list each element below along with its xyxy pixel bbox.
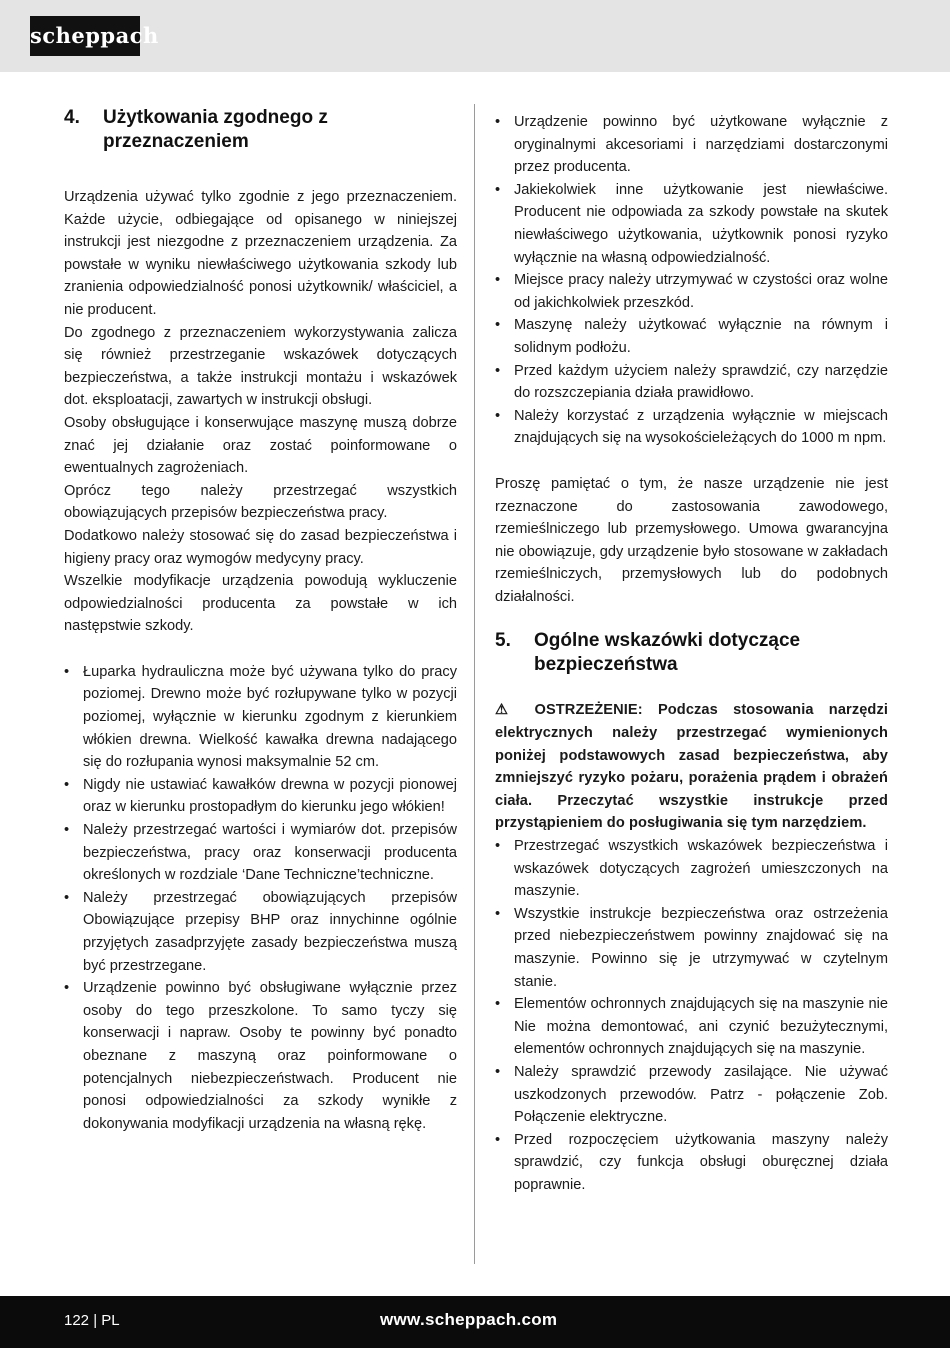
paragraph: Oprócz tego należy przestrzegać wszystkich obowiązujących przepisów bezpieczeństwa pracy. — [64, 482, 457, 522]
section-number: 5. — [495, 630, 511, 652]
list-item: • Należy przestrzegać wartości i wymiarów dot. przepisów bezpieczeństwa, pracy oraz konserwacji producenta określonych w rozdziale ‘Dane Techniczne’techniczne. — [64, 819, 457, 887]
paragraph: Osoby obsługujące i konserwujące maszynę muszą dobrze znać jej działanie oraz zostać poinformowane o ewentualnych zagrożeniach. — [64, 414, 457, 477]
header-band — [0, 0, 950, 72]
paragraph: Do zgodnego z przeznaczeniem wykorzystywania zalicza się również przestrzeganie wskazówek dotyczących bezpieczeństwa, a także instrukcji montażu i wskazówek dot. eksploatacji, zawartych w instrukcji obsługi. — [64, 324, 457, 409]
paragraph: Dodatkowo należy stosować się do zasad bezpieczeństwa i higieny pracy oraz wymogów medycyny pracy. — [64, 527, 457, 567]
paragraph: Wszelkie modyfikacje urządzenia powodują wykluczenie odpowiedzialności producenta za powstałe w ich następstwie szkody. — [64, 573, 457, 635]
footer-bar — [0, 1296, 950, 1348]
right-column — [495, 111, 888, 1197]
bullet-list — [495, 111, 888, 450]
bullet-list — [64, 661, 457, 1135]
list-item: • Jakiekolwiek inne użytkowanie jest niewłaściwe. Producent nie odpowiada za szkody powstałe na skutek niewłaściwego użytkowania, użytkownik ponosi ryzyko wyłącznie na własną odpowiedzialność. — [495, 179, 888, 269]
list-item: • Należy sprawdzić przewody zasilające. Nie używać uszkodzonych przewodów. Patrz - połączenie Zob. Połączenie elektryczne. — [495, 1061, 888, 1129]
section-number: 4. — [64, 107, 80, 128]
section-title: Użytkowania zgodnego z przeznaczeniem — [103, 107, 328, 152]
list-item: • Urządzenie powinno być użytkowane wyłącznie z oryginalnymi akcesoriami i narzędziami dostarczonymi przez producenta. — [495, 111, 888, 179]
page-number: 122 | PL — [64, 1312, 120, 1329]
left-column — [64, 106, 457, 1135]
list-item: • Elementów ochronnych znajdujących się na maszynie nie Nie można demontować, ani czynić bezużytecznymi, elementów ochronnych znajdujących się na maszynie. — [495, 993, 888, 1061]
list-item: • Należy przestrzegać obowiązujących przepisów Obowiązujące przepisy BHP oraz innychinne ogólnie przyjętych zasadprzyjęte zasady bezpieczeństwa muszą być przestrzegane. — [64, 887, 457, 977]
list-item: • Miejsce pracy należy utrzymywać w czystości oraz wolne od jakichkolwiek przeszkód. — [495, 269, 888, 314]
section-4-heading — [64, 106, 457, 153]
list-item: • Wszystkie instrukcje bezpieczeństwa oraz ostrzeżenia przed niebezpieczeństwem powinny znajdować się na maszynie. Powinno się je utrzymywać w czytelnym stanie. — [495, 903, 888, 993]
warning-block — [495, 699, 888, 835]
list-item: • Maszynę należy użytkować wyłącznie na równym i solidnym podłożu. — [495, 314, 888, 359]
bullet-list — [495, 835, 888, 1197]
list-item: • Przestrzegać wszystkich wskazówek bezpieczeństwa i wskazówek dotyczących zagrożeń umieszczonych na maszynie. — [495, 835, 888, 903]
list-item: • Przed każdym użyciem należy sprawdzić, czy narzędzie do rozszczepiania działa prawidłowo. — [495, 360, 888, 405]
section-title: Ogólne wskazówki dotyczące bezpieczeństwa — [534, 630, 801, 675]
list-item: • Należy korzystać z urządzenia wyłącznie w miejscach znajdujących się na wysokościeleżących do 1000 m npm. — [495, 405, 888, 450]
website-url: www.scheppach.com — [380, 1310, 558, 1329]
list-item: • Przed rozpoczęciem użytkowania maszyny należy sprawdzić, czy funkcja obsługi oburęcznej działa poprawnie. — [495, 1129, 888, 1197]
paragraph: Urządzenia używać tylko zgodnie z jego przeznaczeniem. Każde użycie, odbiegające od opisanego w niniejszej instrukcji jest niezgodne z przeznaczeniem urządzenia. Za powstałe w wyniku niewłaściwego użytkowania szkody lub zranienia odpowiedzialność ponosi użytkownik/ właściciel, a nie producent. — [64, 189, 457, 318]
scheppach-logo: scheppach — [30, 16, 140, 56]
warning-text: OSTRZEŻENIE: Podczas stosowania narzędzi elektrycznych należy przestrzegać wymienionych poniżej podstawowych zasad bezpieczeństwa, aby zmniejszyć ryzyko pożaru, porażenia prądem i obrażeń ciała. Przeczytać wszystkie instrukcje przed przystąpieniem do posługiwania się tym narzędziem. — [495, 702, 888, 832]
usage-note: Proszę pamiętać o tym, że nasze urządzenie nie jest rzeznaczone do zastosowania zawodowego, rzemieślniczego lub przemysłowego. Umowa gwarancyjna nie obowiązuje, gdy urządzenie było stosowane w zakładach rzemieślniczych, przemysłowych lub do podobnych działalności. — [495, 475, 888, 605]
column-divider — [474, 104, 475, 1264]
list-item: • Łuparka hydrauliczna może być używana tylko do pracy poziomej. Drewno może być rozłupywane tylko w pozycji poziomej, wyłącznie w kierunku zgodnym z kierunkiem włókien drewna. Wielkość kawałka drewna nadającego się do rozłupania wynosi maksymalnie 52 cm. — [64, 661, 457, 774]
warning-icon: ⚠ — [495, 702, 520, 719]
list-item: • Nigdy nie ustawiać kawałków drewna w pozycji pionowej oraz w kierunku prostopadłym do kierunku jego włókien! — [64, 774, 457, 819]
section-5-heading — [495, 629, 888, 676]
list-item: • Urządzenie powinno być obsługiwane wyłącznie przez osoby do tego przeszkolone. To samo tyczy się konserwacji i napraw. Osoby te powinny być ponadto obeznane z maszyną oraz poinformowane o potencjalnych niebezpieczeństwach. Producent nie ponosi odpowiedzialności za szkody wynikłe z dokonywania modyfikacji urządzenia na własną rękę. — [64, 977, 457, 1135]
